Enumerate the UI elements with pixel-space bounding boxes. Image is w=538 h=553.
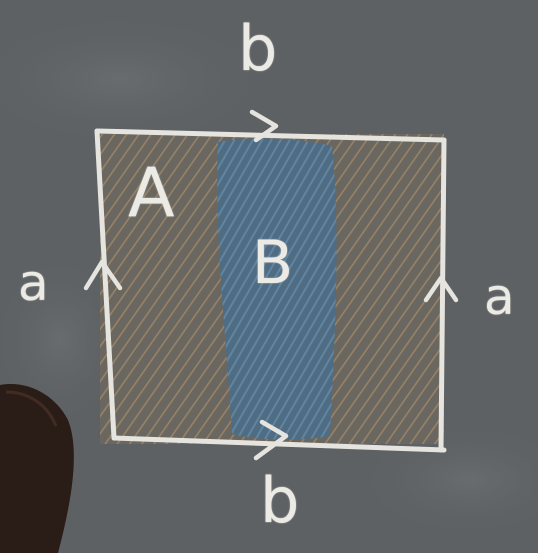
left-edge-label: a xyxy=(18,254,49,312)
top-edge-label: b xyxy=(238,12,278,85)
region-a-label: A xyxy=(128,154,175,233)
square-right-edge xyxy=(441,140,444,450)
bottom-edge-label: b xyxy=(260,464,300,537)
right-edge-label: a xyxy=(484,268,515,326)
region-b-label: B xyxy=(252,228,294,298)
